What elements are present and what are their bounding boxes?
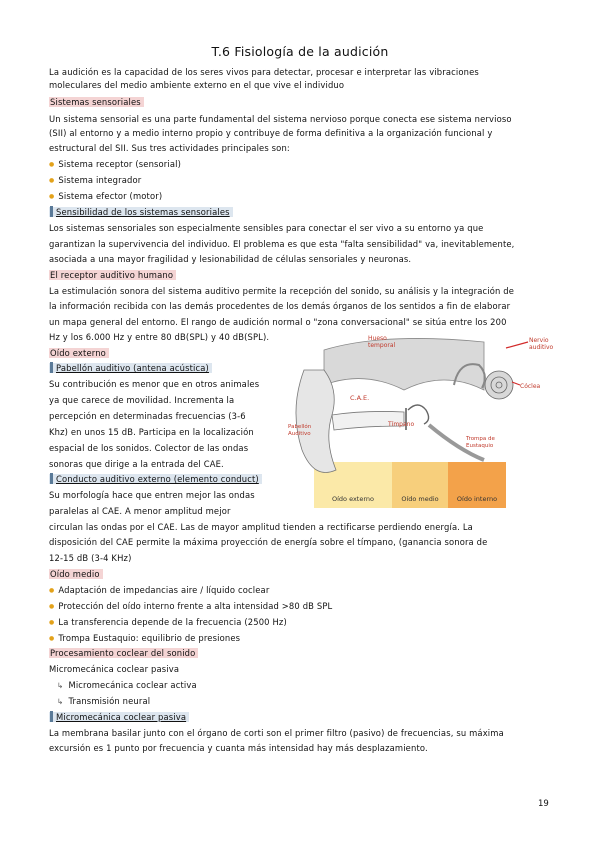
bullet-icon: ● [49, 193, 55, 200]
label-coclea: Cóclea [520, 383, 541, 390]
heading-sistemas-sensoriales: Sistemas sensoriales [49, 96, 144, 108]
label-pabellon: Pabellón [288, 424, 312, 430]
list-item: ● Sistema efector (motor) [49, 191, 163, 201]
intro-line-2: moleculares del medio ambiente externo en el que vive el individuo [49, 80, 345, 90]
s2-para-1: Los sistemas sensoriales son especialmente sensibles para conectar el ser vivo a su entorno ya que [49, 223, 484, 233]
s2-para-3: asociada a una mayor fragilidad y lesionabilidad de células sensoriales y neuronas. [49, 254, 412, 264]
heading-procesamiento-coclear: Procesamiento coclear del sonido [49, 647, 198, 659]
s1-para-1: Un sistema sensorial es una parte fundamental del sistema nervioso porque conecta ese sistema nervioso [49, 114, 512, 124]
page-title: T.6 Fisiología de la audición [211, 44, 389, 59]
s4-para-9: circulan las ondas por el CAE. Las de mayor amplitud tienden a rectificarse perdiendo energía. La [49, 522, 473, 532]
s4-para-3: percepción en determinadas frecuencias (3-6 [49, 411, 246, 421]
label-hueso: Hueso [368, 335, 387, 342]
s4-para-8: paralelas al CAE. A menor amplitud mejor [49, 506, 231, 516]
s3-para-3: un mapa general del entorno. El rango de audición normal o "zona conversacional" se sitúa entre los 200 [49, 317, 507, 327]
heading-sensibilidad: Sensibilidad de los sistemas sensoriales [49, 206, 233, 218]
s3-para-1: La estimulación sonora del sistema auditivo permite la recepción del sonido, su análisis y la integración de [49, 286, 515, 296]
intro-line-1: La audición es la capacidad de los seres vivos para detectar, procesar e interpretar las vibraciones [49, 67, 479, 77]
heading-conducto-auditivo: Conducto auditivo externo (elemento conduct) [49, 473, 262, 485]
list-item: ● La transferencia depende de la frecuencia (2500 Hz) [49, 617, 287, 627]
label-cae: C.A.E. [350, 394, 370, 402]
list-item: ● Sistema receptor (sensorial) [49, 159, 182, 169]
arrow-nervio [506, 342, 528, 348]
s4-para-10: disposición del CAE permite la máxima proyección de energía sobre el tímpano, (ganancia sonora de [49, 537, 488, 547]
bullet-icon: ● [49, 619, 55, 626]
label-nervio: Nervio [529, 337, 549, 344]
s4-para-11: 12-15 dB (3-4 KHz) [49, 553, 132, 563]
label-temporal: temporal [368, 342, 396, 349]
sub-bullet-icon: ↳ [57, 697, 64, 706]
s4-para-1: Su contribución es menor que en otros animales [49, 379, 260, 389]
label-timpano: Tímpano [388, 421, 415, 428]
pinna-shape [296, 370, 336, 473]
s4-para-4: Khz) en unos 15 dB. Participa en la localización [49, 427, 254, 437]
s4-para-7: Su morfología hace que entren mejor las ondas [49, 490, 255, 500]
bullet-icon: ● [49, 635, 55, 642]
heading-pabellon-auditivo: Pabellón auditivo (antena acústica) [49, 362, 212, 374]
label-trompa: Trompa de [466, 436, 495, 442]
heading-oido-medio: Oído medio [49, 568, 103, 580]
bullet-icon: ● [49, 587, 55, 594]
s7-para-1: La membrana basilar junto con el órgano de corti son el primer filtro (pasivo) de frecuencias, su máxima [49, 728, 504, 738]
label-pabellon-auditivo: Auditivo [288, 431, 311, 437]
heading-receptor-auditivo: El receptor auditivo humano [49, 269, 176, 281]
s3-para-4: Hz y los 6.000 Hz y entre 80 dB(SPL) y 40 dB(SPL). [49, 332, 270, 342]
s2-para-2: garantizan la supervivencia del individuo. El problema es que esta "falta sensibilidad" va, inevitablemente, [49, 239, 515, 249]
page-number: 19 [538, 799, 549, 809]
ear-anatomy-figure [284, 330, 554, 508]
list-item: ↳ Transmisión neural [57, 696, 151, 706]
sub-bullet-icon: ↳ [57, 681, 64, 690]
bullet-icon: ● [49, 177, 55, 184]
zone-label-inner: Oído interno [456, 495, 498, 503]
bullet-icon: ● [49, 161, 55, 168]
s4-para-2: ya que carece de movilidad. Incrementa la [49, 395, 235, 405]
bullet-icon: ● [49, 603, 55, 610]
heading-bar [50, 711, 53, 722]
cochlea-shape [485, 371, 513, 399]
zone-label-middle: Oído medio [401, 495, 439, 503]
list-item: ● Sistema integrador [49, 175, 142, 185]
heading-bar [50, 473, 53, 484]
heading-micromecanica: Micromecánica coclear pasiva [49, 711, 189, 723]
list-item: ↳ Micromecánica coclear activa [57, 680, 197, 690]
label-eustaquio: Eustaquio [466, 443, 494, 449]
label-auditivo: auditivo [529, 344, 554, 351]
s6-line-1: Micromecánica coclear pasiva [49, 664, 180, 674]
zone-label-outer: Oído externo [331, 495, 375, 503]
s1-para-2: (SII) al entorno y a medio interno propio y contribuye de forma definitiva a la organización funcional y [49, 128, 493, 138]
list-item: ● Protección del oído interno frente a alta intensidad >80 dB SPL [49, 601, 333, 611]
s4-para-6: sonoras que dirige a la entrada del CAE. [49, 459, 224, 469]
s7-para-2: excursión es 1 punto por frecuencia y cuanta más intensidad hay más desplazamiento. [49, 743, 428, 753]
temporal-bone-shape [324, 338, 484, 390]
heading-bar [50, 206, 53, 217]
heading-oido-externo: Oído externo [49, 347, 109, 359]
s3-para-2: la información recibida con las demás procedentes de los demás órganos de los sentidos a fin de elaborar [49, 301, 511, 311]
s4-para-5: espacial de los sonidos. Colector de las ondas [49, 443, 249, 453]
s1-para-3: estructural del SII. Sus tres actividades principales son: [49, 143, 290, 153]
heading-bar [50, 362, 53, 373]
list-item: ● Adaptación de impedancias aire / líquido coclear [49, 585, 270, 595]
list-item: ● Trompa Eustaquio: equilibrio de presiones [49, 633, 241, 643]
